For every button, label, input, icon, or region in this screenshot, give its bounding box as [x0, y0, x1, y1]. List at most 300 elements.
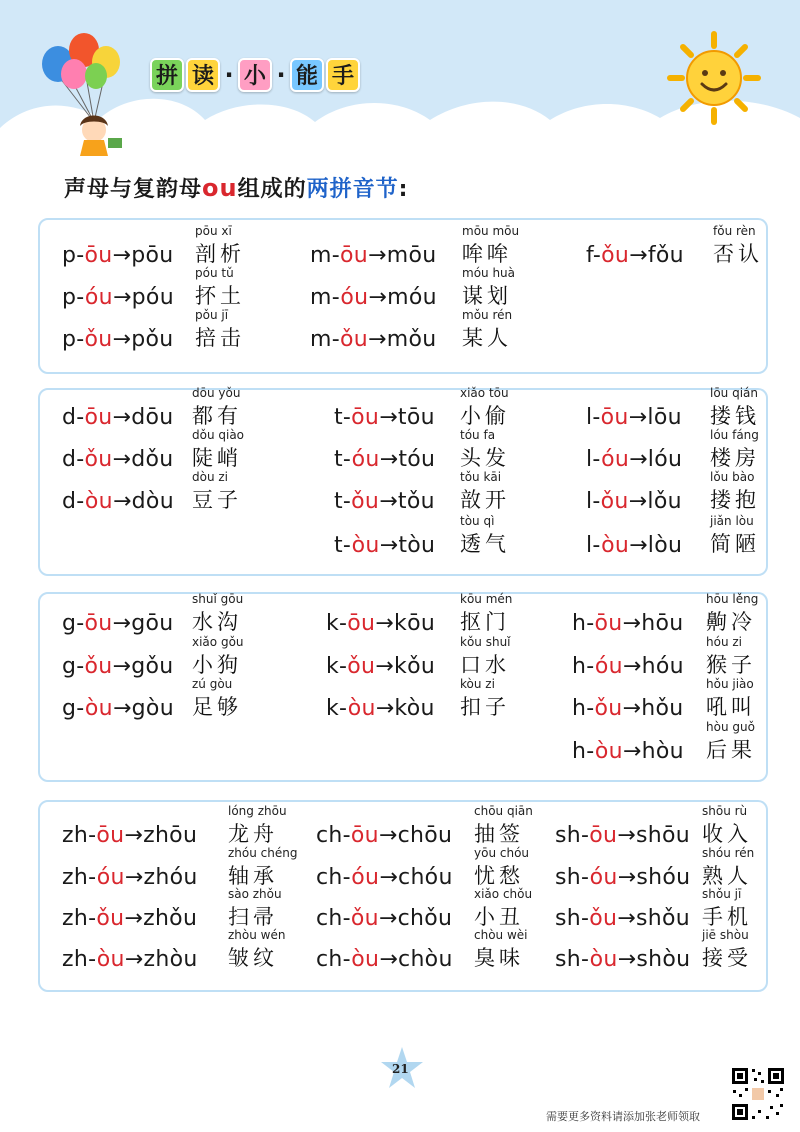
final-ou: òu [96, 947, 125, 972]
balloons-girl-icon [32, 30, 142, 160]
initial: t- [334, 489, 352, 514]
subtitle-highlight: 两拼音节 [306, 177, 399, 202]
syllable-item [555, 928, 800, 972]
initial: ch- [316, 947, 352, 972]
example-word [702, 846, 755, 890]
syllable-item [326, 592, 586, 636]
word-pinyin: pǒu jī [195, 308, 229, 322]
syllable-item [586, 514, 800, 558]
pinyin-spelling [62, 823, 197, 848]
word-hanzi: 都有 [192, 404, 242, 428]
pinyin-spelling [586, 489, 682, 514]
syllable-result: →hòu [622, 739, 684, 764]
pinyin-spelling [555, 947, 690, 972]
syllable-result: →chǒu [378, 906, 453, 931]
example-word [710, 514, 760, 558]
word-hanzi: 猴子 [706, 653, 756, 677]
initial: g- [62, 696, 85, 721]
initial: ch- [316, 865, 352, 890]
example-word [460, 386, 510, 430]
syllable-result: →hōu [622, 611, 684, 636]
final-ou: òu [351, 947, 380, 972]
word-hanzi: 吼叫 [706, 695, 756, 719]
final-ou: ǒu [84, 654, 113, 679]
syllable-result: →lòu [629, 533, 683, 558]
initial: k- [326, 654, 348, 679]
section-subtitle [64, 172, 408, 203]
syllable-result: →zhǒu [124, 906, 198, 931]
pinyin-spelling [572, 611, 683, 636]
pinyin-spelling [62, 947, 198, 972]
syllable-result: →lǒu [628, 489, 682, 514]
word-hanzi: 扫帚 [228, 905, 278, 929]
syllable-result: →zhōu [124, 823, 198, 848]
word-hanzi: 扣子 [460, 695, 510, 719]
word-hanzi: 剖析 [195, 242, 245, 266]
word-pinyin: xiǎo tōu [460, 386, 509, 400]
syllable-item [316, 804, 576, 848]
qr-code-icon [730, 1066, 786, 1122]
word-pinyin: hóu zi [706, 635, 742, 649]
initial: g- [62, 654, 85, 679]
example-word [460, 514, 510, 558]
initial: l- [586, 447, 602, 472]
syllable-result: →tóu [379, 447, 436, 472]
pinyin-spelling [316, 823, 452, 848]
syllable-item [555, 887, 800, 931]
final-ou: ōu [96, 823, 125, 848]
word-pinyin: jiē shòu [702, 928, 749, 942]
word-hanzi: 轴承 [228, 864, 278, 888]
initial: k- [326, 696, 348, 721]
footer-note: 需要更多资料请添加张老师领取 [546, 1110, 700, 1123]
banner-char: 小 [238, 58, 272, 92]
initial: h- [572, 696, 595, 721]
initial: zh- [62, 823, 97, 848]
example-word [460, 592, 513, 636]
word-hanzi: 抔土 [195, 284, 245, 308]
pinyin-spelling [62, 285, 174, 310]
syllable-item [334, 470, 594, 514]
syllable-item [62, 224, 322, 268]
example-word [702, 887, 752, 931]
syllable-result: →dǒu [112, 447, 174, 472]
word-pinyin: lǒu bào [710, 470, 755, 484]
word-pinyin: zhóu chéng [228, 846, 298, 860]
pinyin-spelling [586, 447, 682, 472]
pinyin-spelling [310, 243, 436, 268]
banner-char: 拼 [150, 58, 184, 92]
initial: d- [62, 489, 85, 514]
pinyin-spelling [572, 739, 684, 764]
final-ou: ōu [600, 405, 629, 430]
syllable-result: →gòu [112, 696, 174, 721]
word-hanzi: 简陋 [710, 532, 760, 556]
word-pinyin: móu huà [462, 266, 516, 280]
word-pinyin: hǒu jiào [706, 677, 754, 691]
syllable-result: →shóu [617, 865, 691, 890]
initial: l- [586, 489, 601, 514]
syllable-result: →zhòu [124, 947, 198, 972]
syllable-result: →lóu [629, 447, 683, 472]
syllable-result: →pǒu [112, 327, 174, 352]
syllable-item [572, 592, 800, 636]
word-pinyin: chòu wèi [474, 928, 528, 942]
syllable-item [572, 635, 800, 679]
word-hanzi: 齁冷 [706, 610, 756, 634]
syllable-result: →kōu [375, 611, 436, 636]
word-hanzi: 敨开 [460, 488, 510, 512]
word-pinyin: xiǎo gǒu [192, 635, 244, 649]
syllable-result: →pōu [112, 243, 174, 268]
initial: sh- [555, 906, 590, 931]
word-pinyin: dōu yǒu [192, 386, 241, 400]
initial: h- [572, 739, 595, 764]
word-hanzi: 龙舟 [228, 822, 278, 846]
syllable-item [555, 804, 800, 848]
initial: sh- [555, 865, 590, 890]
word-hanzi: 透气 [460, 532, 510, 556]
final-ou: ǒu [351, 489, 380, 514]
final-ou: ōu [84, 243, 113, 268]
word-hanzi: 头发 [460, 446, 510, 470]
syllable-result: →shǒu [617, 906, 691, 931]
word-hanzi: 忧愁 [474, 864, 524, 888]
pinyin-spelling [586, 243, 684, 268]
final-ou: òu [594, 739, 623, 764]
word-pinyin: kōu mén [460, 592, 513, 606]
word-hanzi: 抽签 [474, 822, 524, 846]
example-word [192, 635, 244, 679]
syllable-item [62, 677, 322, 721]
word-hanzi: 收入 [702, 822, 752, 846]
syllable-result: →shòu [617, 947, 691, 972]
syllable-item [326, 677, 586, 721]
banner-char: 读 [186, 58, 220, 92]
syllable-result: →gōu [112, 611, 174, 636]
word-hanzi: 小丑 [474, 905, 524, 929]
initial: g- [62, 611, 85, 636]
syllable-result: →shōu [617, 823, 691, 848]
final-ou: ǒu [347, 654, 376, 679]
word-hanzi: 否认 [713, 242, 763, 266]
initial: h- [572, 654, 595, 679]
example-word [710, 386, 760, 430]
initial: t- [334, 447, 352, 472]
example-word [710, 470, 760, 514]
initial: l- [586, 533, 602, 558]
syllable-result: →móu [368, 285, 437, 310]
example-word [462, 308, 513, 352]
word-hanzi: 豆子 [192, 488, 242, 512]
syllable-result: →kòu [375, 696, 435, 721]
final-ou: óu [601, 447, 630, 472]
word-hanzi: 谋划 [462, 284, 512, 308]
final-ou: ǒu [84, 447, 113, 472]
final-ou: óu [594, 654, 623, 679]
banner-dot: · [224, 61, 234, 89]
initial: p- [62, 285, 85, 310]
final-ou: ōu [351, 405, 380, 430]
initial: p- [62, 327, 85, 352]
syllable-item [334, 386, 594, 430]
syllable-item [310, 308, 570, 352]
final-ou: ǒu [594, 696, 623, 721]
example-word [195, 308, 245, 352]
word-pinyin: hòu guǒ [706, 720, 755, 734]
word-hanzi: 小狗 [192, 653, 242, 677]
initial: d- [62, 447, 85, 472]
word-hanzi: 搂钱 [710, 404, 760, 428]
word-hanzi: 水沟 [192, 610, 242, 634]
initial: p- [62, 243, 85, 268]
syllable-result: →hǒu [622, 696, 684, 721]
pinyin-spelling [586, 533, 682, 558]
syllable-result: →lōu [628, 405, 682, 430]
syllable-item [62, 846, 322, 890]
syllable-item [62, 470, 322, 514]
initial: ch- [316, 823, 351, 848]
pinyin-spelling [62, 489, 174, 514]
pinyin-spelling [62, 405, 174, 430]
example-word [192, 677, 242, 721]
page-number: 21 [392, 1062, 409, 1076]
initial: m- [310, 285, 341, 310]
final-ou: òu [589, 947, 618, 972]
word-pinyin: shǒu jī [702, 887, 742, 901]
example-word [706, 635, 756, 679]
pinyin-spelling [572, 696, 683, 721]
initial: k- [326, 611, 348, 636]
syllable-result: →mōu [368, 243, 437, 268]
final-ou: ōu [84, 405, 113, 430]
syllable-item [62, 592, 322, 636]
word-pinyin: jiǎn lòu [710, 514, 754, 528]
syllable-item [310, 266, 570, 310]
syllable-item [586, 470, 800, 514]
example-word [706, 592, 759, 636]
pinyin-spelling [310, 285, 437, 310]
example-word [710, 428, 760, 472]
syllable-item [316, 928, 576, 972]
final-ou: ōu [594, 611, 623, 636]
initial: zh- [62, 865, 97, 890]
syllable-item [586, 386, 800, 430]
word-pinyin: kǒu shuǐ [460, 635, 511, 649]
syllable-item [555, 846, 800, 890]
syllable-result: →zhóu [124, 865, 198, 890]
example-word [192, 428, 245, 472]
initial: d- [62, 405, 85, 430]
pinyin-spelling [334, 405, 435, 430]
word-pinyin: zú gòu [192, 677, 233, 691]
example-word [460, 677, 510, 721]
syllable-result: →hóu [622, 654, 684, 679]
final-ou: ǒu [339, 327, 368, 352]
example-word [474, 887, 533, 931]
example-word [474, 846, 530, 890]
syllable-result: →tòu [379, 533, 436, 558]
example-word [474, 804, 533, 848]
initial: ch- [316, 906, 351, 931]
initial: zh- [62, 906, 97, 931]
word-hanzi: 某人 [462, 326, 512, 350]
final-ou: ǒu [589, 906, 618, 931]
syllable-item [62, 887, 322, 931]
subtitle-final: ou [202, 174, 238, 202]
example-word [228, 804, 287, 848]
example-word [192, 470, 242, 514]
initial: l- [586, 405, 601, 430]
word-pinyin: pōu xī [195, 224, 232, 238]
syllable-result: →mǒu [368, 327, 437, 352]
syllable-item [316, 887, 576, 931]
syllable-result: →chòu [379, 947, 453, 972]
sun-icon [664, 28, 764, 128]
syllable-item [62, 266, 322, 310]
final-ou: ōu [339, 243, 368, 268]
word-pinyin: tòu qì [460, 514, 495, 528]
final-ou: óu [84, 285, 113, 310]
syllable-item [334, 514, 594, 558]
initial: f- [586, 243, 602, 268]
word-pinyin: shuǐ gōu [192, 592, 244, 606]
word-pinyin: lóu fáng [710, 428, 759, 442]
initial: m- [310, 243, 340, 268]
pinyin-spelling [62, 696, 174, 721]
final-ou: ǒu [601, 243, 630, 268]
final-ou: òu [84, 489, 113, 514]
example-word [706, 677, 756, 721]
word-hanzi: 足够 [192, 695, 242, 719]
pinyin-spelling [62, 654, 174, 679]
syllable-item [572, 720, 800, 764]
syllable-item [586, 428, 800, 472]
pinyin-spelling [555, 823, 690, 848]
initial: t- [334, 405, 352, 430]
syllable-item [62, 928, 322, 972]
final-ou: òu [84, 696, 113, 721]
word-pinyin: tǒu kāi [460, 470, 502, 484]
pinyin-spelling [334, 447, 435, 472]
word-pinyin: fǒu rèn [713, 224, 756, 238]
word-pinyin: mǒu rén [462, 308, 513, 322]
final-ou: ōu [347, 611, 376, 636]
example-word [462, 224, 520, 268]
word-hanzi: 掊击 [195, 326, 245, 350]
example-word [713, 224, 763, 268]
example-word [460, 635, 511, 679]
final-ou: ǒu [350, 906, 379, 931]
syllable-item [316, 846, 576, 890]
example-word [702, 928, 752, 972]
word-hanzi: 楼房 [710, 446, 760, 470]
word-hanzi: 皱纹 [228, 946, 278, 970]
final-ou: óu [351, 447, 380, 472]
initial: t- [334, 533, 352, 558]
syllable-result: →fǒu [629, 243, 684, 268]
initial: sh- [555, 947, 590, 972]
final-ou: óu [96, 865, 125, 890]
banner-char: 能 [290, 58, 324, 92]
initial: h- [572, 611, 595, 636]
word-pinyin: dǒu qiào [192, 428, 245, 442]
syllable-item [62, 804, 322, 848]
banner-dot: · [276, 61, 286, 89]
word-hanzi: 接受 [702, 946, 752, 970]
initial: zh- [62, 947, 97, 972]
example-word [228, 846, 298, 890]
initial: m- [310, 327, 340, 352]
word-pinyin: póu tǔ [195, 266, 234, 280]
word-hanzi: 后果 [706, 738, 756, 762]
final-ou: òu [347, 696, 376, 721]
word-pinyin: xiǎo chǒu [474, 887, 533, 901]
syllable-item [572, 677, 800, 721]
pinyin-spelling [334, 533, 435, 558]
syllable-item [62, 428, 322, 472]
final-ou: ōu [350, 823, 379, 848]
word-pinyin: kòu zi [460, 677, 495, 691]
final-ou: òu [601, 533, 630, 558]
word-hanzi: 陡峭 [192, 446, 242, 470]
pinyin-spelling [62, 447, 174, 472]
final-ou: ǒu [600, 489, 629, 514]
example-word [195, 266, 245, 310]
example-word [702, 804, 752, 848]
final-ou: ōu [84, 611, 113, 636]
word-hanzi: 搂抱 [710, 488, 760, 512]
pinyin-spelling [62, 611, 174, 636]
syllable-result: →dōu [112, 405, 174, 430]
pinyin-spelling [334, 489, 435, 514]
example-word [706, 720, 756, 764]
word-hanzi: 抠门 [460, 610, 510, 634]
pinyin-spelling [326, 696, 435, 721]
word-pinyin: shōu rù [702, 804, 748, 818]
word-pinyin: lóng zhōu [228, 804, 287, 818]
syllable-item [586, 224, 800, 268]
word-pinyin: lōu qián [710, 386, 759, 400]
word-pinyin: chōu qiān [474, 804, 533, 818]
syllable-result: →chóu [379, 865, 453, 890]
example-word [474, 928, 528, 972]
word-hanzi: 臭味 [474, 946, 524, 970]
word-pinyin: zhòu wén [228, 928, 286, 942]
subtitle-prefix: 声母与复韵母 [64, 177, 203, 202]
word-pinyin: mōu mōu [462, 224, 520, 238]
word-pinyin: tóu fa [460, 428, 496, 442]
syllable-result: →tōu [379, 405, 435, 430]
pinyin-spelling [572, 654, 684, 679]
final-ou: òu [351, 533, 380, 558]
word-pinyin: dòu zi [192, 470, 229, 484]
word-hanzi: 口水 [460, 653, 510, 677]
syllable-item [334, 428, 594, 472]
syllable-item [62, 386, 322, 430]
syllable-result: →dòu [112, 489, 174, 514]
initial: sh- [555, 823, 590, 848]
syllable-result: →chōu [378, 823, 453, 848]
syllable-item [326, 635, 586, 679]
pinyin-spelling [586, 405, 682, 430]
final-ou: óu [589, 865, 618, 890]
example-word [460, 470, 510, 514]
syllable-result: →gǒu [112, 654, 174, 679]
pinyin-spelling [326, 611, 435, 636]
syllable-result: →tǒu [379, 489, 435, 514]
final-ou: ōu [589, 823, 618, 848]
